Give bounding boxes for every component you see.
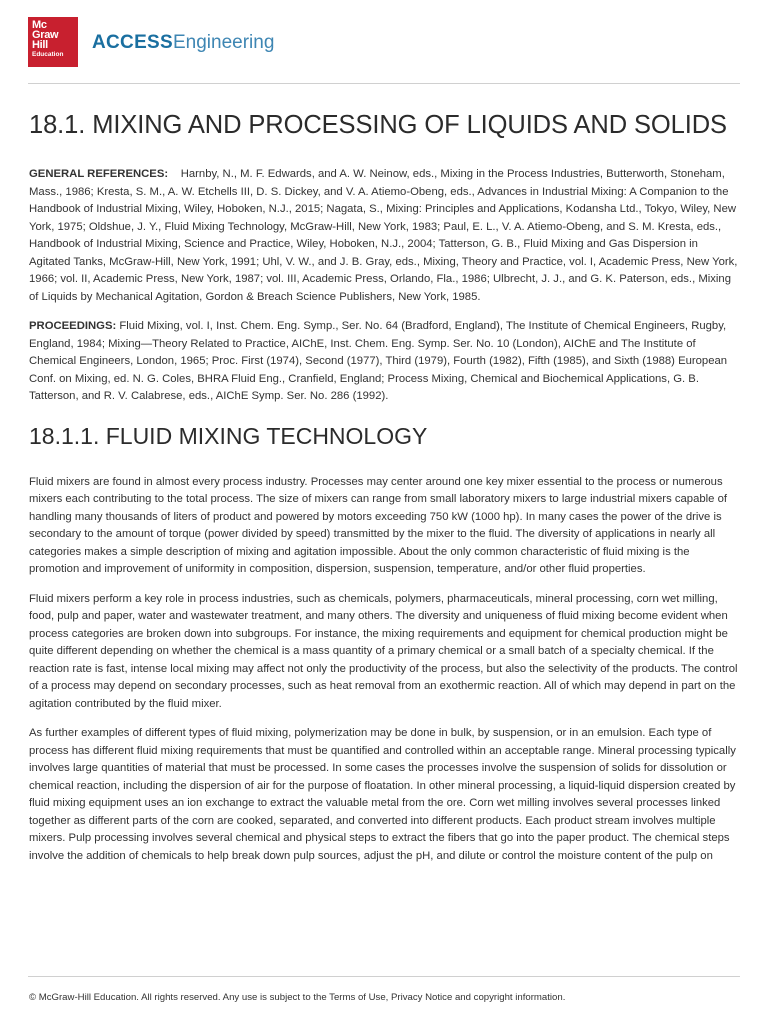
page-header	[0, 0, 768, 84]
general-references	[29, 166, 740, 306]
logo-line-1: Mc	[32, 19, 47, 31]
proceedings-text: Fluid Mixing, vol. I, Inst. Chem. Eng. Symp., Ser. No. 64 (Bradford, England), The Institute of Chemical Engineers, Rugby, England, 1984; Mixing—Theory Related to Practice, AIChE, Inst. Chem. Eng. Symp. Ser. No. 10 (London), AIChE and The Institute of Chemical Engineers, London, 1965; Proc. First (1974), Second (1977), Third (1979), Fourth (1982), Fifth (1985), and Sixth (1988) European Conf. on Mixing, ed. N. G. Coles, BHRA Fluid Eng., Cranfield, England; Process Mixing, Chemical and Biochemical Applications, G. B. Tatterson, and R. V. Calabrese, eds., AIChE Symp. Ser. No. 286 (1992).	[29, 320, 728, 402]
subsection-title: 18.1.1. FLUID MIXING TECHNOLOGY	[29, 422, 428, 449]
section-title: 18.1. MIXING AND PROCESSING OF LIQUIDS AND SOLIDS	[29, 111, 727, 139]
brand-engineering: Engineering	[172, 32, 275, 53]
proceedings-label: PROCEEDINGS:	[29, 320, 117, 332]
mcgraw-hill-logo[interactable]	[28, 17, 78, 67]
access-engineering-brand[interactable]	[92, 32, 274, 54]
logo-line-3: Hill	[32, 39, 48, 51]
logo-line-4: Education	[32, 51, 64, 58]
paragraph-2: Fluid mixers perform a key role in process industries, such as chemicals, polymers, pharmaceuticals, mineral processing, corn wet milling, food, pulp and paper, water and wastewater treatment, and many others. The diversity and uniqueness of fluid mixing become evident when process categories are broken down into subgroups. For instance, the mixing requirements and equipment for chemical production might be quite different depending on whether the chemical is a mass quantity of a primary chemical or a small batch of a specialty chemical. If the reaction rate is fast, intense local mixing may affect not only the productivity of the process, but also the selectivity of the products. The control of a process may depend on secondary processes, such as heat removal from an exothermic reaction. All of which may depend in part on the agitation contributed by the fluid mixer.	[29, 592, 738, 710]
paragraph-1: Fluid mixers are found in almost every process industry. Processes may center around one key mixer essential to the process or numerous mixers each contributing to the total process. The size of mixers can range from small laboratory mixers to large industrial mixers capable of handling many thousands of liters of product and powered by motors exceeding 750 kW (1000 hp). In many cases the power of the drive is secondary to the amount of torque (power divided by speed) transmitted by the mixer to the fluid. The diversity of applications in nearly all categories makes a simple description of mixing and agitation impossible. About the only common characteristic of fluid mixing is the promotion and improvement of uniformity in composition, dispersion, suspension, temperature, and/or other fluid properties.	[29, 475, 727, 575]
footer-divider	[28, 976, 740, 977]
logo-line-2: Graw	[32, 29, 59, 41]
header-divider	[28, 83, 740, 84]
copyright-footer: © McGraw-Hill Education. All rights reserved. Any use is subject to the Terms of Use, Privacy Notice and copyright information.	[29, 992, 566, 1003]
paragraph-3: As further examples of different types of fluid mixing, polymerization may be done in bulk, by suspension, or in an emulsion. Each type of process has different fluid mixing requirements that must be quantified and controlled within an acceptable range. Mineral processing typically involves large quantities of material that must be processed. In some cases the processes involve the suspension of solids for dissolution or chemical reaction, including the dispersion of air for the purpose of floatation. In other mineral processing, a liquid-liquid dispersion created by fluid mixing equipment uses an ion exchange to extract the valuable metal from the ore. Corn wet milling involves several processes linked together as different parts of the corn are cooked, separated, and converted into different products. Each product stream involves multiple mixers. Pulp processing involves several chemical and physical steps to extract the fibers that go into the paper product. The chemical steps involve the addition of chemicals to help break down pulp sources, adjust the pH, and dilute or control the moisture content of the pulp on	[29, 727, 736, 862]
brand-access: ACCESS	[92, 32, 173, 53]
general-references-text: Harnby, N., M. F. Edwards, and A. W. Neinow, eds., Mixing in the Process Industries, Butterworth, Stoneham, Mass., 1986; Kresta, S. M., A. W. Etchells III, D. S. Dickey, and V. A. Atiemo-Obeng, eds., Advances in Industrial Mixing: A Companion to the Handbook of Industrial Mixing, Wiley, Hoboken, N.J., 2015; Nagata, S., Mixing: Principles and Applications, Kodansha Ltd., Tokyo, Wiley, New York, 1975; Oldshue, J. Y., Fluid Mixing Technology, McGraw-Hill, New York, 1983; Paul, E. L., V. A. Atiemo-Obeng, and S. M. Kresta, eds., Handbook of Industrial Mixing, Science and Practice, Wiley, Hoboken, N.J., 2004; Tatterson, G. B., Fluid Mixing and Gas Dispersion in Agitated Tanks, McGraw-Hill, New York, 1991; Uhl, V. W., and J. B. Gray, eds., Mixing, Theory and Practice, vol. I, Academic Press, New York, 1966; vol. II, Academic Press, New York, 1987; vol. III, Academic Press, Orlando, Fla., 1986; Ulbrecht, J. J., and G. K. Paterson, eds., Mixing of Liquids by Mechanical Agitation, Gordon & Breach Science Publishers, New York, 1985.	[29, 168, 738, 303]
proceedings	[29, 318, 740, 406]
article-content	[29, 110, 740, 865]
general-references-label: GENERAL REFERENCES:	[29, 168, 169, 180]
